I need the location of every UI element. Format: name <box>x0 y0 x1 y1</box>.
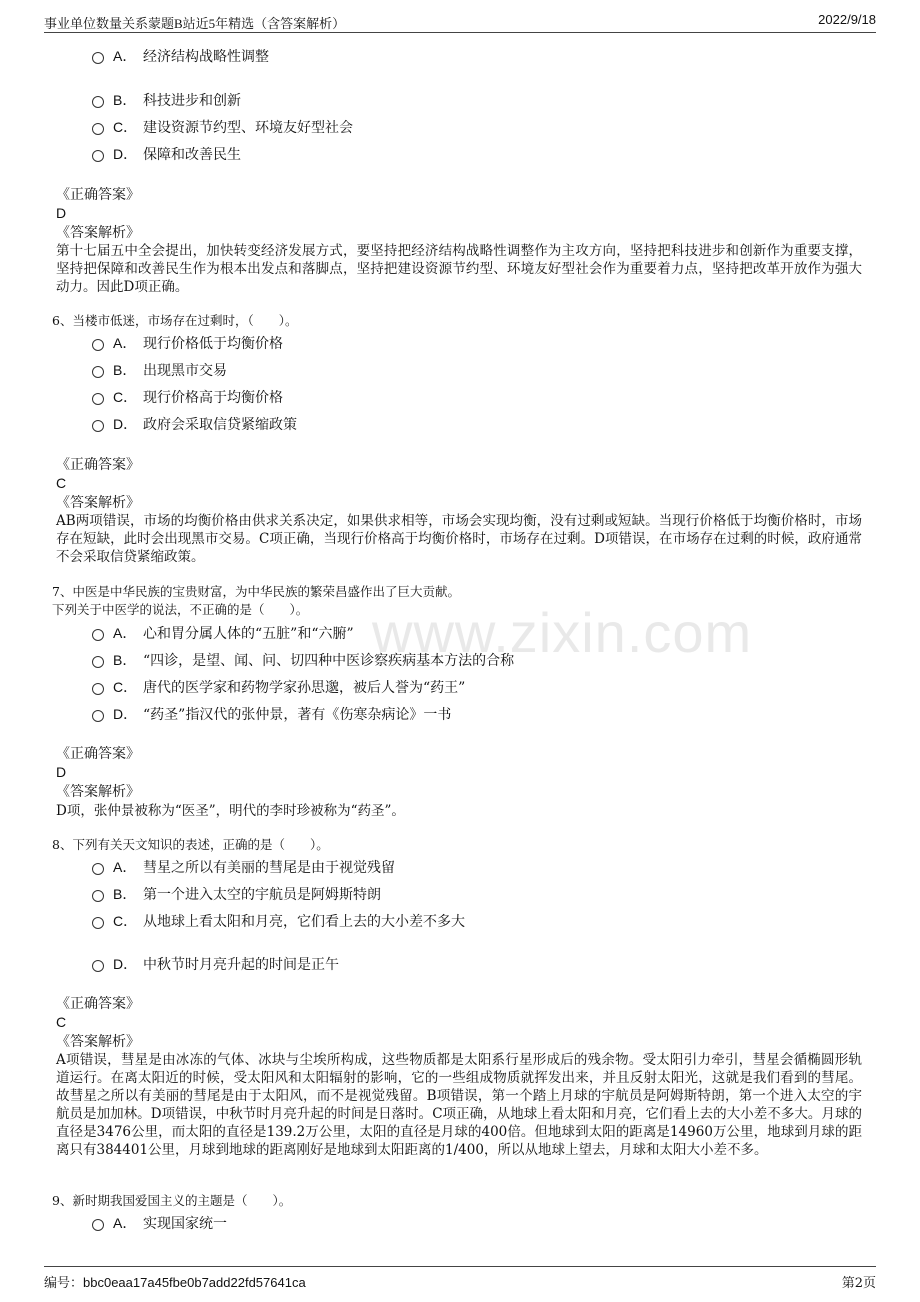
q8-option-a[interactable]: A． 彗星之所以有美丽的彗尾是由于视觉残留 <box>92 858 395 877</box>
q9-question: 9、新时期我国爱国主义的主题是（ ）。 <box>52 1193 292 1208</box>
document-id: 编号：bbc0eaa17a45fbe0b7add22fd57641ca <box>44 1275 306 1291</box>
radio-icon[interactable] <box>92 710 104 722</box>
q5-option-d[interactable]: D． 保障和改善民生 <box>92 145 241 164</box>
q7-option-d[interactable]: D． “药圣”指汉代的张仲景，著有《伤寒杂病论》一书 <box>92 705 451 724</box>
analysis-label: 《答案解析》 <box>56 784 140 800</box>
q5-option-c[interactable]: C． 建设资源节约型、环境友好型社会 <box>92 118 353 137</box>
q6-option-c[interactable]: C． 现行价格高于均衡价格 <box>92 388 283 407</box>
q8-analysis: A项错误，彗星是由冰冻的气体、冰块与尘埃所构成，这些物质都是太阳系行星形成后的残余物。受太阳引力牵引，彗星会循椭圆形轨道运行。在离太阳近的时候，受太阳风和太阳辐射的影响，它的一些组成物质就挥发出来，并且反射太阳光，这就是我们看到的彗尾。故彗星之所以有美丽的彗尾是由于太阳风，而不是视觉残留。B项错误，第一个踏上月球的宇航员是阿姆斯特朗，第一个进入太空的宇航员是加加林。D项错误，中秋节时月亮升起的时间是日落时。C项正确，从地球上看太阳和月亮，它们看上去的大小差不多大。月球的直径是3476公里，而太阳的直径是139.2万公里，太阳的直径是月球的400倍。但地球到太阳的距离是14960万公里，地球到月球的距离只有384401公里，月球到地球的距离刚好是地球到太阳距离的1/400，所以从地球上望去，月球和太阳大小差不多。 <box>56 1052 862 1158</box>
document-title: 事业单位数量关系蒙题B站近5年精选（含答案解析） <box>44 16 346 31</box>
q6-question: 6、当楼市低迷，市场存在过剩时，（ ）。 <box>52 313 298 328</box>
q7-answer: D <box>56 764 67 780</box>
radio-icon[interactable] <box>92 150 104 162</box>
q6-option-a[interactable]: A． 现行价格低于均衡价格 <box>92 334 283 353</box>
radio-icon[interactable] <box>92 393 104 405</box>
q8-option-b[interactable]: B． 第一个进入太空的宇航员是阿姆斯特朗 <box>92 885 381 904</box>
q6-analysis: AB两项错误，市场的均衡价格由供求关系决定，如果供求相等，市场会实现均衡，没有过剩或短缺。当现行价格低于均衡价格时，市场存在短缺，此时会出现黑市交易。C项正确，当现行价格高于均衡价格时，市场存在过剩。D项错误，在市场存在过剩的时候，政府通常不会采取信贷紧缩政策。 <box>56 513 862 565</box>
q9-option-a[interactable]: A． 实现国家统一 <box>92 1214 227 1233</box>
page-footer <box>44 1266 876 1291</box>
q7-question-line1: 7、中医是中华民族的宝贵财富，为中华民族的繁荣昌盛作出了巨大贡献。 <box>52 584 460 599</box>
q6-answer: C <box>56 475 67 491</box>
q5-option-b[interactable]: B． 科技进步和创新 <box>92 91 241 110</box>
correct-answer-label: 《正确答案》 <box>56 187 140 203</box>
q7-analysis: D项，张仲景被称为“医圣”，明代的李时珍被称为“药圣”。 <box>56 803 405 819</box>
radio-icon[interactable] <box>92 1219 104 1231</box>
q7-question-line2: 下列关于中医学的说法，不正确的是（ ）。 <box>52 602 309 617</box>
q7-option-a[interactable]: A． 心和胃分属人体的“五脏”和“六腑” <box>92 624 354 643</box>
radio-icon[interactable] <box>92 683 104 695</box>
watermark: www.zixin.com <box>372 601 753 664</box>
q6-option-d[interactable]: D． 政府会采取信贷紧缩政策 <box>92 415 297 434</box>
q6-option-b[interactable]: B． 出现黑市交易 <box>92 361 227 380</box>
q8-answer: C <box>56 1014 67 1030</box>
radio-icon[interactable] <box>92 890 104 902</box>
correct-answer-label: 《正确答案》 <box>56 457 140 473</box>
radio-icon[interactable] <box>92 96 104 108</box>
radio-icon[interactable] <box>92 420 104 432</box>
correct-answer-label: 《正确答案》 <box>56 996 140 1012</box>
radio-icon[interactable] <box>92 863 104 875</box>
q5-option-a[interactable]: A． 经济结构战略性调整 <box>92 47 269 66</box>
q7-option-c[interactable]: C． 唐代的医学家和药物学家孙思邈，被后人誉为“药王” <box>92 678 465 697</box>
analysis-label: 《答案解析》 <box>56 495 140 511</box>
q8-question: 8、下列有关天文知识的表述，正确的是（ ）。 <box>52 837 329 852</box>
q7-option-b[interactable]: B． “四诊，是望、闻、问、切四种中医诊察疾病基本方法的合称 <box>92 651 514 670</box>
radio-icon[interactable] <box>92 917 104 929</box>
q5-analysis: 第十七届五中全会提出，加快转变经济发展方式，要坚持把经济结构战略性调整作为主攻方向，坚持把科技进步和创新作为重要支撑，坚持把保障和改善民生作为根本出发点和落脚点，坚持把建设资源节约型、环境友好型社会作为重要着力点，坚持把改革开放作为强大动力。因此D项正确。 <box>56 243 862 295</box>
radio-icon[interactable] <box>92 339 104 351</box>
radio-icon[interactable] <box>92 629 104 641</box>
radio-icon[interactable] <box>92 960 104 972</box>
correct-answer-label: 《正确答案》 <box>56 746 140 762</box>
q5-answer: D <box>56 205 67 221</box>
radio-icon[interactable] <box>92 123 104 135</box>
analysis-label: 《答案解析》 <box>56 1034 140 1050</box>
document-date: 2022/9/18 <box>818 12 876 27</box>
radio-icon[interactable] <box>92 656 104 668</box>
analysis-label: 《答案解析》 <box>56 225 140 241</box>
radio-icon[interactable] <box>92 366 104 378</box>
q8-option-c[interactable]: C． 从地球上看太阳和月亮，它们看上去的大小差不多大 <box>92 912 465 931</box>
radio-icon[interactable] <box>92 52 104 64</box>
page-header <box>44 10 876 33</box>
page-number: 第2页 <box>841 1276 876 1291</box>
q8-option-d[interactable]: D． 中秋节时月亮升起的时间是正午 <box>92 955 339 974</box>
